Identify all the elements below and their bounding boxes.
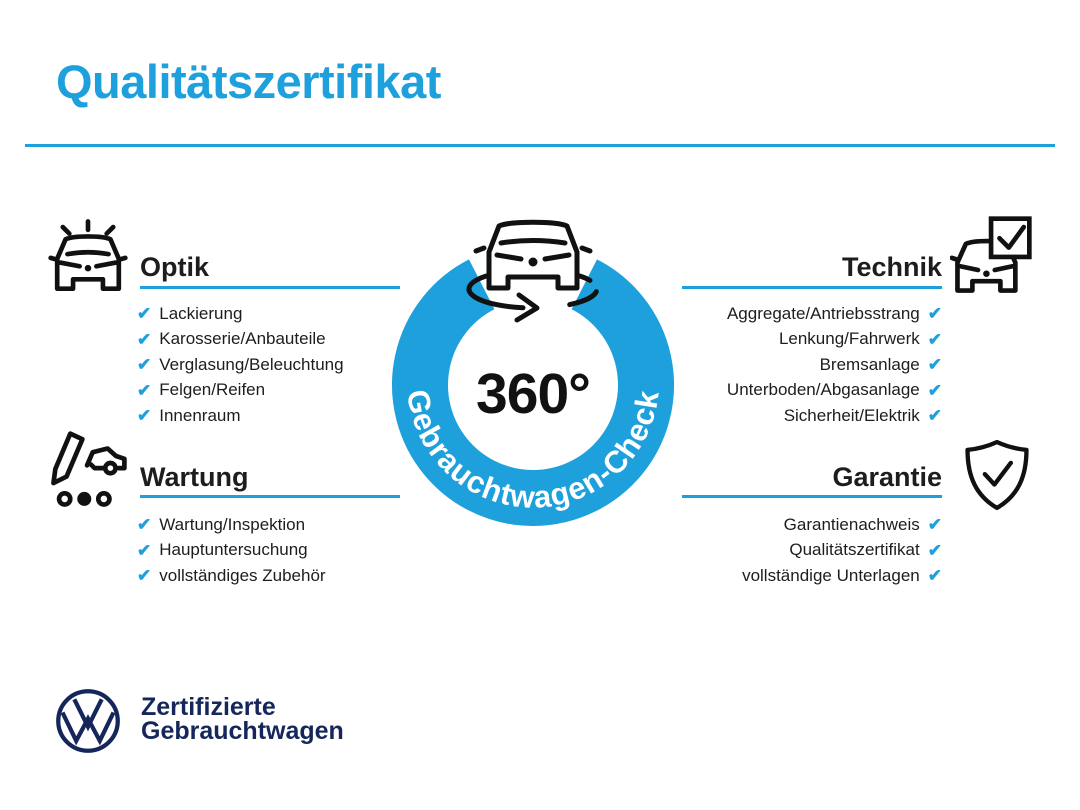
checklist-item-label: Sicherheit/Elektrik — [783, 405, 920, 425]
section-rule-technik — [682, 286, 942, 289]
check-icon: ✔ — [137, 540, 152, 560]
checklist-item-label: Lackierung — [159, 303, 243, 323]
checklist-item — [137, 538, 326, 564]
check-icon: ✔ — [927, 515, 942, 535]
checklist-item — [137, 512, 326, 538]
section-rule-wartung — [140, 495, 400, 498]
checklist-item-label: Qualitätszertifikat — [789, 540, 920, 560]
check-icon: ✔ — [137, 406, 152, 426]
check-icon: ✔ — [927, 380, 942, 400]
checklist-item-label: Verglasung/Beleuchtung — [159, 354, 344, 374]
shield-check-icon — [958, 436, 1036, 514]
check-icon: ✔ — [927, 540, 942, 560]
check-icon: ✔ — [927, 329, 942, 349]
check-icon: ✔ — [137, 304, 152, 324]
checklist-item-label: Hauptuntersuchung — [159, 540, 308, 560]
check-icon: ✔ — [137, 515, 152, 535]
check-icon: ✔ — [927, 304, 942, 324]
service-pencil-car-icon — [46, 428, 130, 512]
checklist-item-label: Innenraum — [159, 405, 241, 425]
checklist-item-label: Bremsanlage — [819, 354, 920, 374]
section-rule-optik — [140, 286, 400, 289]
check-icon: ✔ — [137, 329, 152, 349]
section-rule-garantie — [682, 495, 942, 498]
checklist-item-label: Felgen/Reifen — [159, 380, 266, 400]
page-title: Qualitätszertifikat — [56, 55, 441, 108]
checklist-item-label: Aggregate/Antriebsstrang — [726, 303, 920, 323]
checklist-item — [560, 563, 942, 589]
checklist-item — [137, 403, 344, 429]
footer-claim-line2: Gebrauchtwagen — [141, 717, 344, 745]
checklist-optik — [137, 301, 344, 429]
checklist-item-label: Unterboden/Abgasanlage — [726, 380, 920, 400]
check-icon: ✔ — [137, 380, 152, 400]
car-front-icon — [476, 222, 590, 288]
check-icon: ✔ — [927, 566, 942, 586]
checklist-item — [137, 301, 344, 327]
section-title-wartung: Wartung — [140, 462, 249, 492]
checklist-item — [137, 327, 344, 353]
check-icon: ✔ — [927, 406, 942, 426]
section-title-technik: Technik — [841, 252, 942, 282]
footer-claim-line1: Zertifizierte — [141, 693, 276, 721]
checklist-item-label: Lenkung/Fahrwerk — [778, 329, 920, 349]
title-divider — [25, 144, 1055, 147]
checklist-item — [137, 563, 326, 589]
checklist-item — [137, 352, 344, 378]
checklist-item-label: Garantienachweis — [783, 514, 920, 534]
check-icon: ✔ — [137, 566, 152, 586]
car-checkbox-icon — [950, 214, 1034, 298]
car-shine-icon — [46, 214, 130, 298]
section-title-optik: Optik — [140, 252, 210, 282]
checklist-item-label: Karosserie/Anbauteile — [159, 329, 326, 349]
checklist-item-label: vollständiges Zubehör — [159, 565, 326, 585]
degree-value: 360° — [476, 362, 590, 426]
checklist-item — [137, 378, 344, 404]
section-title-garantie: Garantie — [832, 462, 942, 492]
checklist-wartung — [137, 512, 326, 589]
ring-label: Gebrauchtwagen-Check — [399, 386, 666, 516]
footer-claim — [141, 695, 344, 743]
check-icon: ✔ — [137, 355, 152, 375]
check-icon: ✔ — [927, 355, 942, 375]
checklist-item-label: Wartung/Inspektion — [159, 514, 306, 534]
vw-logo — [54, 687, 122, 755]
checklist-item-label: vollständige Unterlagen — [742, 565, 920, 585]
